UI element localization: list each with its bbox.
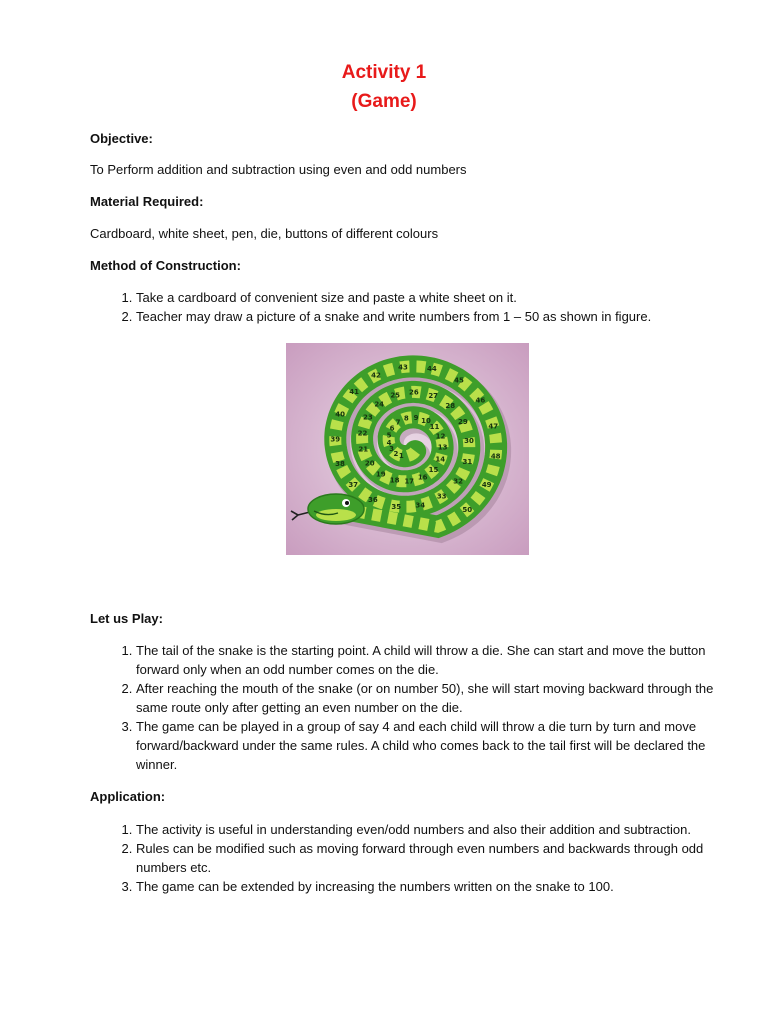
snake-number-39: 39 xyxy=(330,435,341,444)
snake-number-20: 20 xyxy=(364,459,375,468)
snake-number-9: 9 xyxy=(413,414,419,422)
snake-jaw xyxy=(316,509,356,521)
list-item: 1. Take a cardboard of convenient size and paste a white sheet on it. xyxy=(136,288,726,307)
snake-number-23: 23 xyxy=(363,413,373,422)
snake-number-15: 15 xyxy=(428,465,439,474)
snake-number-25: 25 xyxy=(390,391,401,400)
snake-game-figure xyxy=(286,343,529,555)
snake-number-10: 10 xyxy=(421,416,431,425)
snake-number-17: 17 xyxy=(404,477,415,486)
activity-title: Activity 1 xyxy=(341,62,427,83)
list-item: 1. The tail of the snake is the starting point. A child will throw a die. She can start and move the button forward only when an odd number comes on the die. xyxy=(136,641,726,679)
snake-number-6: 6 xyxy=(389,424,395,433)
list-item: 3. The game can be played in a group of say 4 and each child will throw a die turn by turn and move forward/backward under the same rules. A child who comes back to the tail first will be declared the winner. xyxy=(136,717,726,774)
snake-number-45: 45 xyxy=(454,376,464,385)
snake-number-7: 7 xyxy=(395,418,401,427)
snake-number-47: 47 xyxy=(488,422,499,431)
snake-number-2: 2 xyxy=(393,449,399,458)
list-item: 1. The activity is useful in understanding even/odd numbers and also their addition and subtraction. xyxy=(136,820,726,839)
snake-number-1: 1 xyxy=(398,452,404,461)
list-item: 3. The game can be extended by increasing the numbers written on the snake to 100. xyxy=(136,877,726,896)
objective-heading: Objective: xyxy=(90,131,153,146)
snake-number-46: 46 xyxy=(475,396,486,405)
snake-number-33: 33 xyxy=(436,492,447,501)
snake-number-21: 21 xyxy=(358,445,369,454)
construction-heading: Method of Construction: xyxy=(90,258,241,273)
snake-number-14: 14 xyxy=(435,455,446,464)
snake-number-49: 49 xyxy=(481,481,492,490)
snake-number-34: 34 xyxy=(415,501,426,510)
snake-number-35: 35 xyxy=(391,502,402,511)
snake-number-29: 29 xyxy=(458,417,468,426)
snake-number-24: 24 xyxy=(374,400,385,409)
snake-number-42: 42 xyxy=(371,371,381,380)
snake-number-41: 41 xyxy=(349,388,359,397)
list-item: 2. Rules can be modified such as moving forward through even numbers and backwards through odd numbers etc. xyxy=(136,839,726,877)
material-text: Cardboard, white sheet, pen, die, buttons of different colours xyxy=(90,226,439,241)
snake-number-30: 30 xyxy=(464,437,474,446)
application-list xyxy=(90,820,726,896)
snake-number-37: 37 xyxy=(348,481,359,489)
snake-pupil xyxy=(345,501,349,505)
play-list xyxy=(90,641,726,774)
snake-number-50: 50 xyxy=(462,505,473,514)
list-item: 2. After reaching the mouth of the snake (or on number 50), she will start moving backward through the same route only after getting an even number on the die. xyxy=(136,679,726,717)
play-heading: Let us Play: xyxy=(90,611,163,626)
list-item: 2. Teacher may draw a picture of a snake and write numbers from 1 – 50 as shown in figure. xyxy=(136,307,726,326)
material-heading: Material Required: xyxy=(90,194,204,209)
snake-number-28: 28 xyxy=(445,402,456,411)
activity-subtitle: (Game) xyxy=(351,91,417,112)
snake-number-11: 11 xyxy=(429,423,440,432)
snake-number-22: 22 xyxy=(357,429,368,438)
snake-number-32: 32 xyxy=(453,477,463,486)
snake-number-13: 13 xyxy=(437,443,448,452)
snake-number-26: 26 xyxy=(409,388,419,397)
snake-number-18: 18 xyxy=(389,476,400,485)
snake-board-image xyxy=(286,343,529,555)
snake-number-38: 38 xyxy=(335,460,345,468)
snake-number-5: 5 xyxy=(386,431,392,440)
snake-number-4: 4 xyxy=(386,438,392,447)
snake-number-43: 43 xyxy=(398,363,408,372)
snake-number-3: 3 xyxy=(389,445,394,454)
snake-number-31: 31 xyxy=(462,457,473,466)
objective-text: To Perform addition and subtraction using even and odd numbers xyxy=(90,162,467,177)
snake-number-48: 48 xyxy=(490,452,501,461)
application-heading: Application: xyxy=(90,789,166,804)
snake-number-44: 44 xyxy=(427,365,437,373)
snake-number-19: 19 xyxy=(375,470,386,479)
construction-list xyxy=(90,288,726,326)
snake-number-36: 36 xyxy=(368,495,378,504)
snake-number-27: 27 xyxy=(428,392,439,400)
snake-number-12: 12 xyxy=(435,432,446,441)
snake-number-8: 8 xyxy=(403,414,409,423)
snake-number-40: 40 xyxy=(335,410,345,419)
snake-number-16: 16 xyxy=(417,473,428,482)
